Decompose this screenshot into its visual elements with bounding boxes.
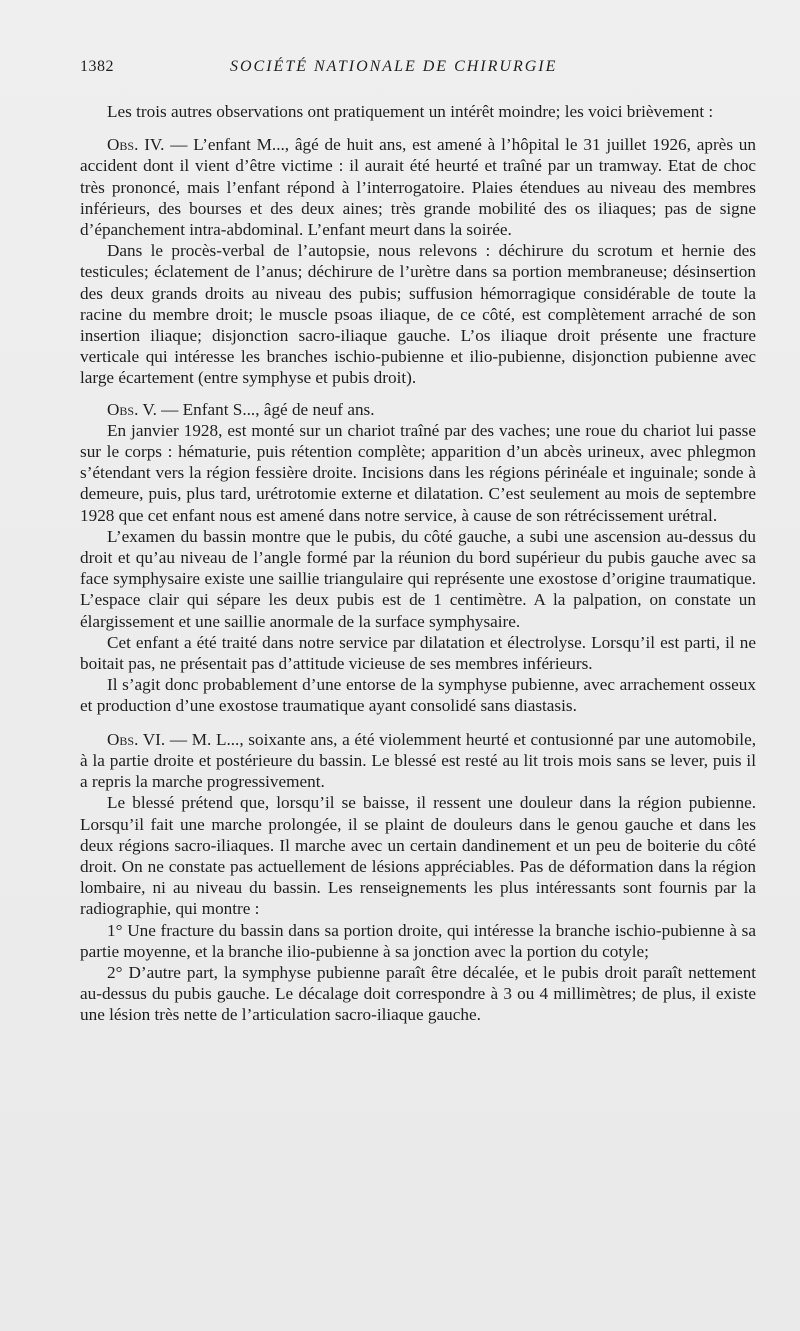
obs-v-paragraph-3: L’examen du bassin montre que le pubis, du côté gauche, a subi une ascension au-dessus du droit et qu’au niveau de l’angle formé par la réunion du bord supérieur du pubis gauche avec sa face symphysaire existe une saillie triangulaire qui représente une exostose d’origine traumatique. L’espace clair qui sépare les deux pubis est de 1 centimètre. A la palpation, on constate un élargissement et une saillie anormale de la surface symphysaire. — [80, 526, 756, 631]
obs-vi-paragraph-3: 1° Une fracture du bassin dans sa portion droite, qui intéresse la branche ischio-pubienne à sa partie moyenne, et la branche ilio-pubienne à sa jonction avec la portion du cotyle; — [80, 920, 756, 961]
obs-iv-text-1: — L’enfant M..., âgé de huit ans, est amené à l’hôpital le 31 juillet 1926, après un accident dont il vient d’être victime : il aurait été heurté et traîné par un tramway. Etat de choc très prononcé, mais l’enfant répond à l’interrogatoire. Plaies étendues au niveau des membres inférieurs, des bourses et des deux aines; très grande mobilité des os iliaques; pas de signe d’épanchement intra-abdominal. L’enfant meurt dans la soirée. — [80, 135, 756, 240]
obs-v-text-1: — Enfant S..., âgé de neuf ans. — [156, 399, 375, 419]
obs-v-paragraph-4: Cet enfant a été traité dans notre service par dilatation et électrolyse. Lorsqu’il est parti, il ne boitait pas, ne présentait pas d’attitude vicieuse de ses membres inférieurs. — [80, 632, 756, 674]
obs-v-paragraph-5: Il s’agit donc probablement d’une entorse de la symphyse pubienne, avec arrachement osseux et production d’une exostose traumatique ayant consolidé sans diastasis. — [80, 675, 756, 716]
intro-paragraph: Les trois autres observations ont pratiquement un intérêt moindre; les voici brièvement : — [107, 102, 714, 121]
obs-iv-paragraph-1 — [80, 134, 756, 240]
body-text — [80, 101, 756, 1026]
running-title: SOCIÉTÉ NATIONALE DE CHIRURGIE — [230, 58, 558, 75]
obs-v-paragraph-2: En janvier 1928, est monté sur un chariot traîné par des vaches; une roue du chariot lui passe sur le corps : hématurie, puis rétention complète; apparition d’un abcès urineux, avec phlegmon s’étendant vers la région fessière droite. Incisions dans les régions périnéale et inguinale; sonde à demeure, puis, plus tard, urétrotomie externe et dilatation. C’est seulement au mois de septembre 1928 que cet enfant nous est amené dans notre service, à cause de son rétrécissement urétral. — [80, 420, 756, 525]
obs-iv-label: Obs. IV. — [107, 135, 165, 155]
obs-v-paragraph-1 — [80, 399, 756, 420]
obs-v-label: Obs. V. — [107, 399, 157, 419]
obs-vi-text-1: — M. L..., soixante ans, a été violemment heurté et contusionné par une automobile, à la partie droite et postérieure du bassin. Le blessé est resté au lit trois mois sans se lever, puis il a repris la marche progressivement. — [80, 729, 757, 792]
page-number: 1382 — [80, 58, 114, 75]
obs-vi-paragraph-1 — [80, 729, 756, 793]
page-header — [80, 58, 756, 82]
obs-vi-label: Obs. VI. — [107, 729, 166, 749]
obs-iv-paragraph-2: Dans le procès-verbal de l’autopsie, nous relevons : déchirure du scrotum et hernie des testicules; éclatement de l’anus; déchirure de l’urètre dans sa portion membraneuse; désinsertion des deux grands droits au niveau des pubis; suffusion hémorragique considérable de toute la racine du membre droit; le muscle psoas iliaque, de ce côté, est complètement arraché de son insertion iliaque; disjonction sacro-iliaque gauche. L’os iliaque droit présente une fracture verticale qui intéresse les branches ischio-pubienne et ilio-pubienne, disjonction pubienne avec large écartement (entre symphyse et pubis droit). — [80, 241, 756, 388]
obs-vi-paragraph-2: Le blessé prétend que, lorsqu’il se baisse, il ressent une douleur dans la région pubienne. Lorsqu’il fait une marche prolongée, il se plaint de douleurs dans le genou gauche et dans les deux régions sacro-iliaques. Il marche avec un certain dandinement et un peu de boiterie du côté droit. On ne constate pas actuellement de lésions appréciables. Pas de déformation dans la région lombaire, ni au niveau du bassin. Les renseignements les plus intéressants sont fournis par la radiographie, qui montre : — [80, 793, 756, 919]
obs-vi-paragraph-4: 2° D’autre part, la symphyse pubienne paraît être décalée, et le pubis droit paraît nettement au-dessus du pubis gauche. Le décalage doit correspondre à 3 ou 4 millimètres; de plus, il existe une lésion très nette de l’articulation sacro-iliaque gauche. — [80, 962, 756, 1025]
